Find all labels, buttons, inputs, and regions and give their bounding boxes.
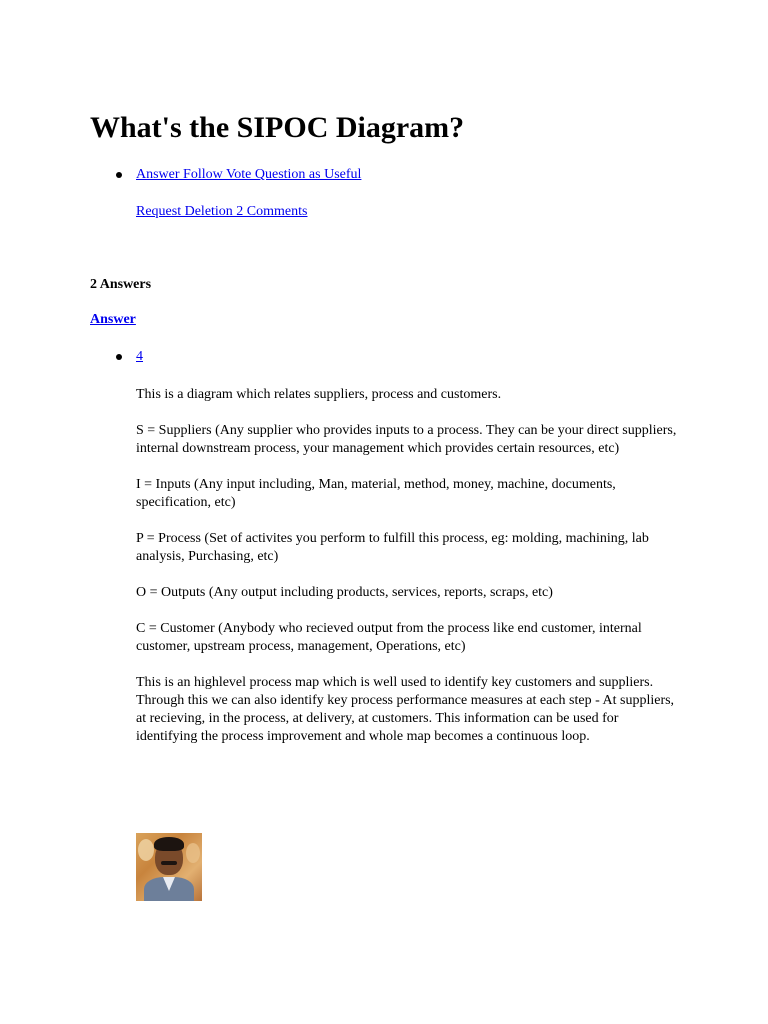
answer-paragraph: P = Process (Set of activites you perform to fulfill this process, eg: molding, machining, lab analysis, Purchasing, etc) — [136, 531, 649, 564]
question-actions-link[interactable]: Answer Follow Vote Question as Useful — [136, 167, 362, 182]
request-deletion-link[interactable]: Request Deletion 2 Comments — [136, 204, 308, 219]
answer-paragraph: This is an highlevel process map which is well used to identify key customers and suppliers. Through this we can also identify key process performance measures at each step - At suppliers, at recieving, in the process, at delivery, at customers. This information can be used for identifying the process improvement and whole map becomes a continuous loop. — [136, 675, 675, 744]
answer-paragraph: S = Suppliers (Any supplier who provides inputs to a process. They can be your direct suppliers, internal downstream process, your management which provides certain resources, etc) — [136, 423, 677, 456]
vote-count-link[interactable]: 4 — [136, 349, 143, 364]
avatar-background — [138, 839, 154, 861]
avatar-hair — [154, 837, 184, 851]
answer-link[interactable]: Answer — [90, 312, 136, 327]
answer-paragraph: C = Customer (Anybody who recieved output from the process like end customer, internal customer, upstream process, management, Operations, etc) — [136, 621, 642, 654]
answer-paragraph: O = Outputs (Any output including products, services, reports, scraps, etc) — [136, 585, 553, 600]
answer-paragraph: This is a diagram which relates suppliers, process and customers. — [136, 387, 502, 402]
avatar-background — [186, 843, 200, 863]
bullet-icon — [116, 172, 122, 178]
answer-body — [136, 386, 681, 764]
avatar-mustache — [161, 861, 177, 865]
answers-count-heading: 2 Answers — [90, 277, 152, 292]
answer-paragraph: I = Inputs (Any input including, Man, material, method, money, machine, documents, specification, etc) — [136, 477, 616, 510]
bullet-icon — [116, 354, 122, 360]
avatar[interactable] — [136, 833, 202, 901]
page-title: What's the SIPOC Diagram? — [90, 111, 465, 144]
